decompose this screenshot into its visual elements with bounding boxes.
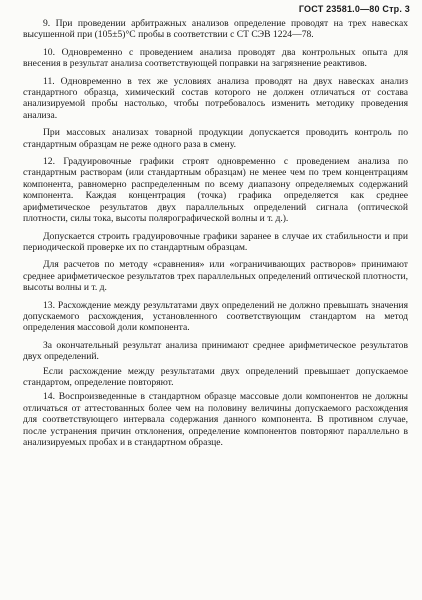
paragraph-9: 9. При проведении арбитражных анализов определение проводят на трех навесках высушенной при (105±5)°С пробы в соответствии с СТ СЭВ 1224—78. [23, 18, 408, 41]
paragraph-12: 12. Градуировочные графики строят одновременно с проведением анализа по стандартным растворам (или стандартным образцам) не менее чем по трем концентрациям компонента, равномерно распределенным по всему диапазону определяемых содержаний компонента. Каждая концентрация (точка) графика определяется как среднее арифметическое результатов двух параллельных определений сигнала (оптической плотности, силы тока, высоты полярографической волны и т. д.). [23, 156, 408, 225]
paragraph-12-note-2: Для расчетов по методу «сравнения» или «ограничивающих растворов» принимают среднее арифметическое результатов трех параллельных определений оптической плотности, высоты волны и т. д. [23, 259, 408, 294]
paragraph-11-note: При массовых анализах товарной продукции допускается проводить контроль по стандартным образцам не реже одного раза в смену. [23, 127, 408, 150]
paragraph-10: 10. Одновременно с проведением анализа проводят два контрольных опыта для внесения в результат анализа соответствующей поправки на загрязнение реактивов. [23, 46, 408, 70]
page-header: ГОСТ 23581.0—80 Стр. 3 [298, 4, 410, 14]
paragraph-13-note-1: За окончательный результат анализа принимают среднее арифметическое результатов двух определений. [23, 339, 408, 363]
paragraph-14: 14. Воспроизведенные в стандартном образце массовые доли компонентов не должны отличаться от аттестованных более чем на половину величины допускаемого расхождения для соответствующего интервала содержания данного компонента. В противном случае, после устранения причин отклонения, определение компонентов повторяют параллельно в анализируемых пробах и в стандартном образце. [23, 391, 408, 448]
paragraph-11: 11. Одновременно в тех же условиях анализа проводят на двух навесках анализ стандартного образца, химический состав которого не должен отличаться от состава анализируемой пробы настолько, чтобы потребовалось изменить методику проведения анализа. [23, 75, 408, 121]
paragraph-13: 13. Расхождение между результатами двух определений не должно превышать значения допускаемого расхождения, установленного соответствующим стандартом на метод определения массовой доли компонента. [23, 299, 408, 334]
paragraph-13-note-2: Если расхождение между результатами двух определений превышает допускаемое стандартом, определение повторяют. [23, 365, 408, 388]
paragraph-12-note-1: Допускается строить градуировочные графики заранее в случае их стабильности и при периодической проверке их по стандартным образцам. [23, 230, 408, 253]
page-body [23, 18, 408, 451]
